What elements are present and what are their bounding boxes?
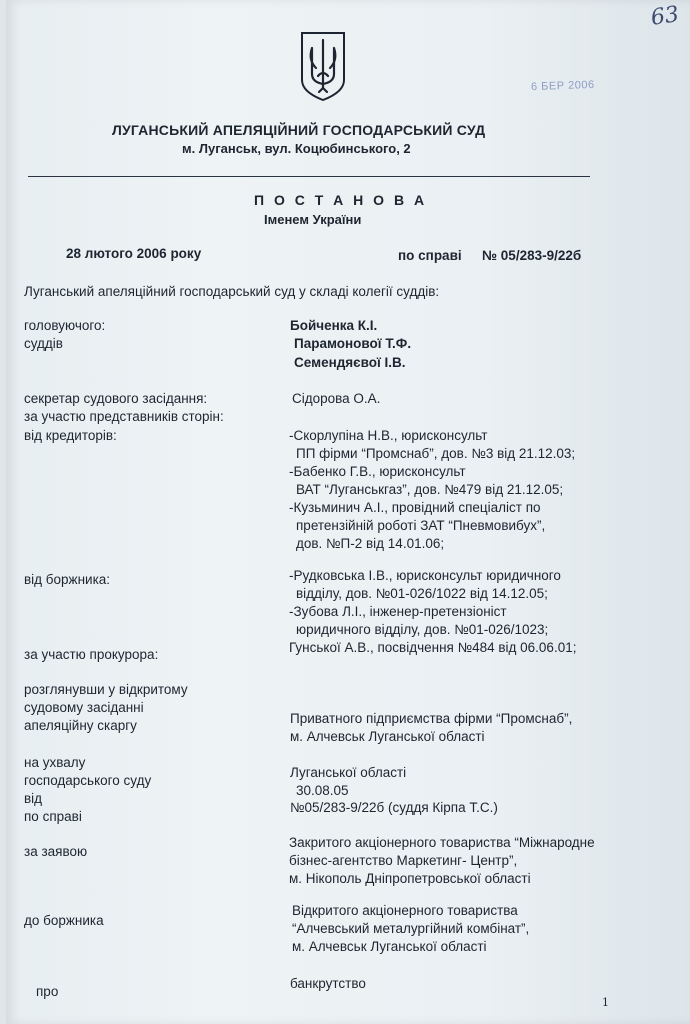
handwritten-page-number: 63 (649, 2, 681, 31)
label-considered: розглянувши у відкритому (24, 682, 188, 697)
prosecutor-name: Гунської А.В., посвідчення №484 від 06.06.01; (289, 640, 577, 655)
creditor-line: ПП фірми “Промснаб”, дов. №3 від 21.12.03; (296, 446, 576, 461)
intro-text: Луганський апеляційний господарський суд у складі колегії суддів: (24, 284, 440, 299)
case-label: по справі (398, 248, 462, 263)
applicant-line: м. Нікополь Дніпропетровської області (289, 871, 531, 886)
appellant-line: м. Алчевськ Луганської області (290, 729, 485, 744)
label-judges: суддів (24, 336, 63, 351)
label-ruling: по справі (24, 809, 82, 824)
ruling-line: №05/283-9/22б (суддя Кірпа Т.С.) (290, 800, 498, 815)
respondent-line: м. Алчевськ Луганської області (292, 939, 487, 954)
label-secretary: секретар судового засідання: (24, 391, 208, 406)
court-name: ЛУГАНСЬКИЙ АПЕЛЯЦІЙНИЙ ГОСПОДАРСЬКИЙ СУД (112, 122, 486, 138)
label-prosecutor: за участю прокурора: (24, 647, 159, 662)
label-presiding: головуючого: (24, 318, 106, 333)
decision-date: 28 лютого 2006 року (66, 246, 202, 261)
applicant-line: бізнес-агентство Маркетинг- Центр”, (289, 853, 518, 868)
document-title: П О С Т А Н О В А (254, 192, 428, 208)
label-representatives: за участю представників сторін: (24, 409, 224, 424)
label-considered: апеляційну скаргу (24, 718, 137, 733)
label-application: за заявою (24, 844, 88, 859)
case-number: № 05/283-9/22б (482, 248, 582, 263)
label-creditors: від кредиторів: (24, 428, 117, 443)
creditor-line: ВАТ “Луганськгаз”, дов. №479 від 21.12.05; (296, 482, 564, 497)
ruling-line: Луганської області (290, 765, 407, 780)
creditor-line: -Кузьминич А.І., провідний спеціаліст по (289, 500, 541, 515)
judge-2: Семендяєвої І.В. (294, 355, 406, 370)
label-ruling: господарського суду (24, 773, 152, 788)
creditor-line: претензійній роботі ЗАТ “Пневмовибух”, (296, 518, 546, 533)
creditor-line: -Бабенко Г.В., юрисконсульт (289, 464, 466, 479)
creditor-line: -Скорлупіна Н.В., юрисконсульт (289, 428, 488, 443)
respondent-line: “Алчевський металургійний комбінат”, (292, 921, 530, 936)
debtor-line: відділу, дов. №01-026/1022 від 14.12.05; (296, 586, 548, 601)
judge-presiding: Бойченка К.І. (290, 318, 378, 333)
court-address: м. Луганськ, вул. Коцюбинського, 2 (182, 141, 411, 156)
trident-emblem-icon (298, 30, 348, 102)
label-debtor: від боржника: (24, 572, 111, 587)
label-ruling: на ухвалу (24, 755, 86, 770)
header-divider (28, 176, 590, 177)
secretary-name: Сідорова О.А. (292, 391, 381, 406)
judge-1: Парамонової Т.Ф. (294, 336, 412, 351)
subject-bankruptcy: банкрутство (290, 976, 366, 991)
date-stamp: 6 БЕР 2006 (530, 78, 595, 94)
document-subtitle: Іменем України (264, 212, 362, 227)
creditor-line: дов. №П-2 від 14.01.06; (296, 536, 445, 551)
debtor-line: -Рудковська І.В., юрисконсульт юридичного (289, 568, 561, 583)
page-number: 1 (602, 996, 609, 1009)
debtor-line: -Зубова Л.І., інженер-претензіоніст (289, 604, 507, 619)
label-ruling: від (24, 791, 43, 806)
document-page (6, 0, 690, 1024)
appellant-line: Приватного підприємства фірми “Промснаб”, (290, 711, 573, 726)
ruling-line: 30.08.05 (296, 783, 349, 798)
applicant-line: Закритого акціонерного товариства “Міжнародне (289, 835, 595, 850)
label-against-debtor: до боржника (24, 913, 104, 928)
label-about: про (36, 984, 59, 999)
respondent-line: Відкритого акціонерного товариства (292, 903, 518, 918)
debtor-line: юридичного відділу, дов. №01-026/1023; (296, 622, 549, 637)
label-considered: судовому засіданні (24, 700, 144, 715)
